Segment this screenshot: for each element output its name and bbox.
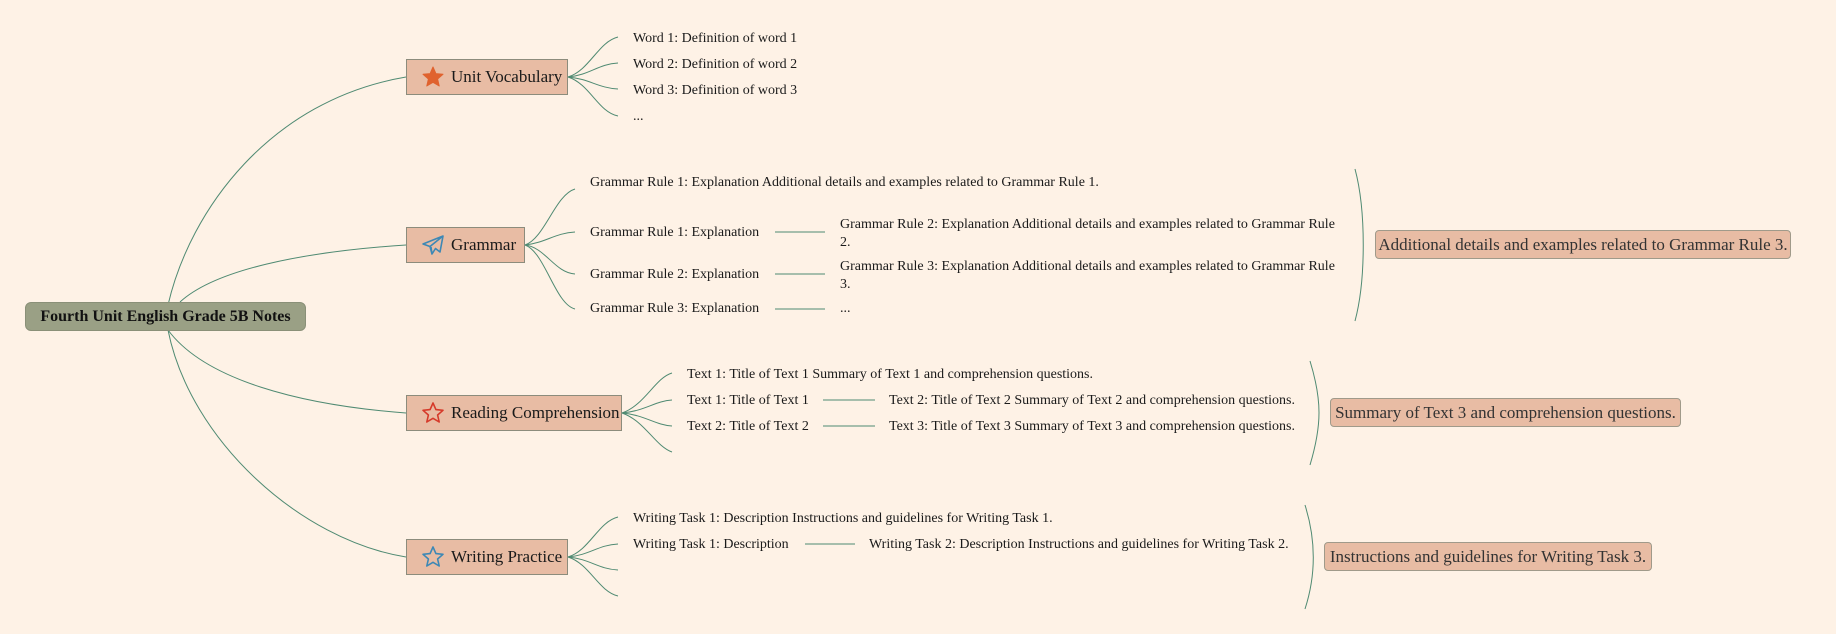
writing-item[interactable]: Writing Task 1: Description Instructions and guidelines for Writing Task 1. bbox=[633, 511, 1053, 526]
filled-star-icon bbox=[421, 65, 445, 89]
branch-label: Unit Vocabulary bbox=[451, 67, 563, 86]
summary-label: Instructions and guidelines for Writing Task 3. bbox=[1329, 546, 1647, 566]
grammar-item[interactable]: Grammar Rule 1: Explanation Additional details and examples related to Grammar Rule 1. bbox=[590, 175, 1099, 190]
branch-grammar[interactable] bbox=[406, 227, 525, 263]
reading-topic[interactable]: Text 2: Title of Text 2 bbox=[687, 419, 809, 434]
branch-reading-comprehension[interactable] bbox=[406, 395, 622, 431]
branch-writing-practice[interactable] bbox=[406, 539, 568, 575]
root-label: Fourth Unit English Grade 5B Notes bbox=[40, 307, 291, 325]
branch-label: Writing Practice bbox=[451, 547, 563, 566]
reading-summary[interactable] bbox=[1330, 398, 1681, 427]
writing-detail[interactable]: Writing Task 2: Description Instructions and guidelines for Writing Task 2. bbox=[869, 537, 1289, 552]
blue-outline-star-icon bbox=[421, 545, 445, 569]
reading-detail[interactable]: Text 2: Title of Text 2 Summary of Text 2 and comprehension questions. bbox=[889, 393, 1296, 408]
grammar-topic[interactable]: Grammar Rule 2: Explanation bbox=[590, 267, 760, 282]
summary-label: Summary of Text 3 and comprehension questions. bbox=[1335, 402, 1676, 422]
branch-label: Reading Comprehension bbox=[451, 403, 620, 422]
vocabulary-item[interactable]: Word 1: Definition of word 1 bbox=[633, 31, 798, 46]
writing-topic[interactable]: Writing Task 1: Description bbox=[633, 537, 789, 552]
grammar-detail[interactable]: Grammar Rule 3: Explanation Additional details and examples related to Grammar Rule 3. bbox=[840, 259, 1335, 292]
branch-label: Grammar bbox=[451, 235, 517, 254]
paper-plane-icon bbox=[421, 233, 445, 257]
vocabulary-item[interactable]: Word 3: Definition of word 3 bbox=[633, 83, 798, 98]
red-outline-star-icon bbox=[421, 401, 445, 425]
reading-topic[interactable]: Text 1: Title of Text 1 bbox=[687, 393, 809, 408]
vocabulary-item[interactable]: Word 2: Definition of word 2 bbox=[633, 57, 798, 72]
branch-unit-vocabulary[interactable] bbox=[406, 59, 568, 95]
root-node[interactable] bbox=[25, 302, 306, 331]
reading-detail[interactable]: Text 3: Title of Text 3 Summary of Text 3 and comprehension questions. bbox=[889, 419, 1296, 434]
vocabulary-item[interactable]: ... bbox=[633, 109, 644, 124]
writing-summary[interactable] bbox=[1324, 542, 1652, 571]
grammar-summary[interactable] bbox=[1375, 230, 1791, 259]
grammar-topic[interactable]: Grammar Rule 1: Explanation bbox=[590, 225, 760, 240]
grammar-detail[interactable]: ... bbox=[840, 301, 851, 316]
summary-label: Additional details and examples related to Grammar Rule 3. bbox=[1378, 234, 1788, 254]
grammar-topic[interactable]: Grammar Rule 3: Explanation bbox=[590, 301, 760, 316]
reading-item[interactable]: Text 1: Title of Text 1 Summary of Text 1 and comprehension questions. bbox=[687, 367, 1094, 382]
grammar-detail[interactable]: Grammar Rule 2: Explanation Additional details and examples related to Grammar Rule 2. bbox=[840, 217, 1335, 250]
